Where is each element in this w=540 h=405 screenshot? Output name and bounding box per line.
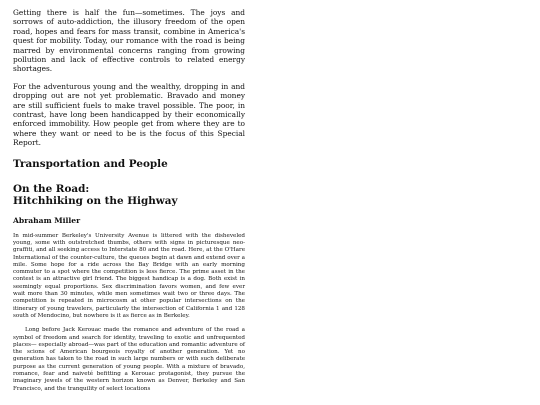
article-title-line-1: On the Road: bbox=[13, 182, 90, 195]
article-paragraph-2: Long before Jack Kerouac made the romance and adventure of the road a symbol of freedom and search for identity, traveling to exotic and unfrequented places— especially abroad—was part of the education and romantic adventure of the scions of American bourgeois royalty of another generation. Yet no generation has taken to the road in such large numbers or with such deliberate purpose as the current generation of young people. With a mixture of bravado, romance, fear and naiveté befitting a Kerouac protagonist, they pursue the imaginary jewels of the western horizon known as Denver, Berkeley and San Francisco, and the tranquility of select locations bbox=[13, 327, 245, 392]
article-author: Abraham Miller bbox=[13, 215, 81, 225]
intro-section bbox=[13, 8, 245, 148]
section-heading: Transportation and People bbox=[13, 157, 168, 170]
intro-paragraph-1: Getting there is half the fun—sometimes. The joys and sorrows of auto-addiction, the illusory freedom of the open road, hopes and fears for mass transit, combine in America's quest for mobility. Today, our romance with the road is being marred by environmental concerns ranging from growing pollution and lack of effective controls to related energy shortages. bbox=[13, 8, 245, 74]
article-title bbox=[13, 183, 245, 208]
intro-paragraph-2: For the adventurous young and the wealthy, dropping in and dropping out are not yet problematic. Bravado and money are still sufficient fuels to make travel possible. The poor, in contrast, have long been handicapped by their economically enforced immobility. How people get from where they are to where they want or need to be is the focus of this Special Report. bbox=[13, 81, 245, 148]
article-body bbox=[13, 233, 245, 393]
article-paragraph-1: In mid-summer Berkeley's University Avenue is littered with the disheveled young, some with outstretched thumbs, others with signs in picturesque neo-graffiti, and all seeking access to Interstate 80 and the road. Here, at the O'Hare International of the counter-culture, the queues begin at dawn and extend over a mile. Some hope for a ride across the Bay Bridge with an early morning commuter to a spot where the competition is less fierce. The prime asset in the contest is an attractive girl friend. The biggest handicap is a dog. Both exist in seemingly equal proportions. Sex discrimination favors women, and few ever wait more than 30 minutes, while men sometimes wait two or three days. The competition is repeated in microcosm at other popular intersections on the itinerary of young travelers, particularly the intersection of California 1 and 128 south of Mendocino, but nowhere is it as fierce as in Berkeley. bbox=[13, 232, 245, 319]
article-title-line-2: Hitchhiking on the Highway bbox=[13, 195, 178, 208]
document-page bbox=[13, 8, 245, 400]
